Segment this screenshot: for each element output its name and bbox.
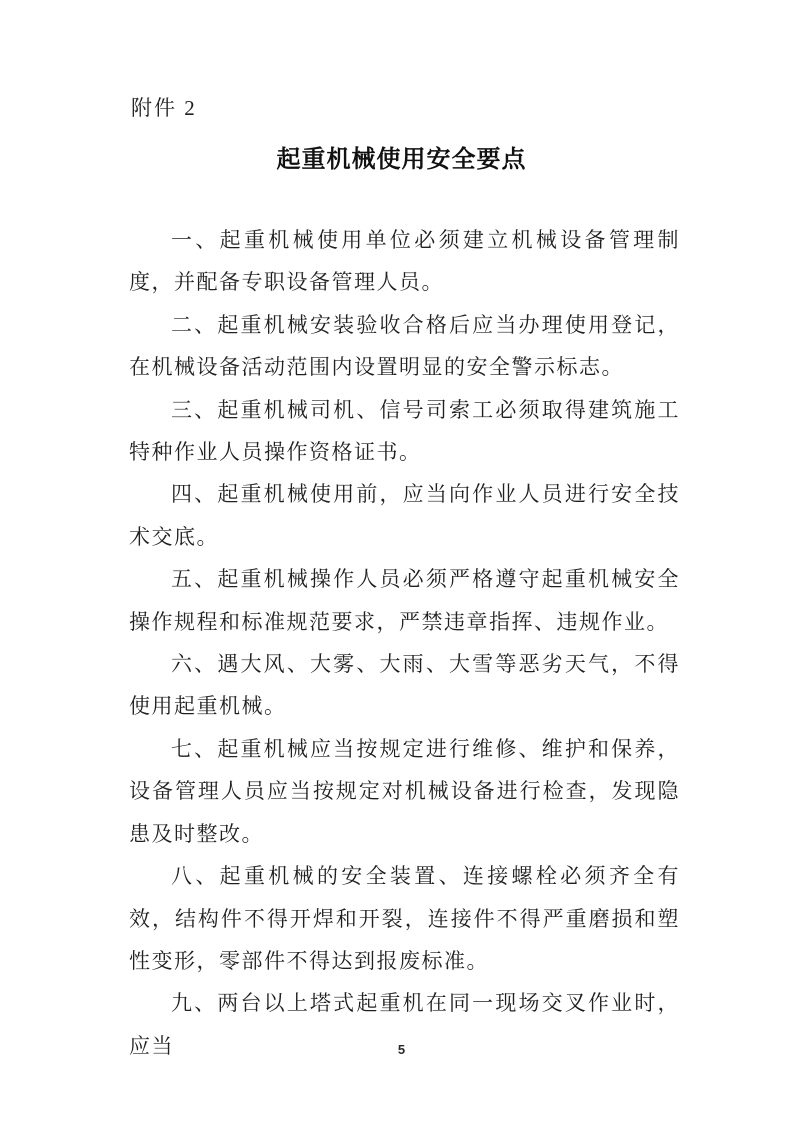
body-paragraph: 九、两台以上塔式起重机在同一现场交叉作业时，应当: [129, 991, 680, 1058]
body-paragraph: 二、起重机械安装验收合格后应当办理使用登记，在机械设备活动范围内设置明显的安全警示标志。: [129, 312, 680, 380]
body-paragraph: 六、遇大风、大雾、大雨、大雪等恶劣天气，不得使用起重机械。: [129, 652, 680, 719]
body-paragraph: 一、起重机械使用单位必须建立机械设备管理制度，并配备专职设备管理人员。: [129, 228, 680, 295]
document-title: 起重机械使用安全要点: [276, 147, 527, 173]
body-paragraph: 七、起重机械应当按规定进行维修、维护和保养，设备管理人员应当按规定对机械设备进行检查，发现隐患及时整改。: [129, 736, 680, 846]
document-body: [129, 219, 680, 1067]
body-paragraph: 四、起重机械使用前，应当向作业人员进行安全技术交底。: [129, 482, 680, 549]
attachment-label: 附件 2: [131, 96, 197, 120]
body-paragraph: 三、起重机械司机、信号司索工必须取得建筑施工特种作业人员操作资格证书。: [129, 397, 680, 465]
body-paragraph: 八、起重机械的安全装置、连接螺栓必须齐全有效，结构件不得开焊和开裂，连接件不得严重磨损和塑性变形，零部件不得达到报废标准。: [129, 864, 680, 973]
body-paragraph: 五、起重机械操作人员必须严格遵守起重机械安全操作规程和标准规范要求，严禁违章指挥、违规作业。: [129, 567, 680, 634]
page-number: 5: [397, 1042, 406, 1057]
